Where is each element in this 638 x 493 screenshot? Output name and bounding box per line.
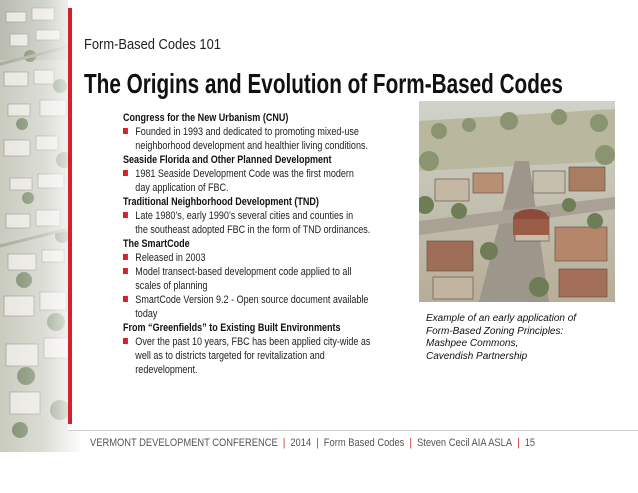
image-caption: Example of an early application of Form-Based Zoning Principles: Mashpee Commons, Cavendish Partnership [426,313,577,362]
bullet-square-icon [123,338,128,344]
slide-title: The Origins and Evolution of Form-Based Codes [84,68,563,99]
footer-conference: VERMONT DEVELOPMENT CONFERENCE [90,437,278,449]
section-heading-tnd: Traditional Neighborhood Development (TND) [123,196,319,208]
bullet-square-icon [123,170,128,176]
bullet-item: Released in 2003 [123,251,406,265]
bullet-item: Founded in 1993 and dedicated to promoting mixed-use neighborhood development and healthier living conditions. [123,125,406,153]
content-body [123,111,377,377]
slide-subtitle: Form-Based Codes 101 [84,36,221,53]
content-list [123,111,433,377]
section-heading-greenfields: From “Greenfields” to Existing Built Environments [123,322,341,334]
footer-topic: Form Based Codes [323,437,405,449]
bullet-square-icon [123,212,128,218]
slide-footer: VERMONT DEVELOPMENT CONFERENCE | 2014 | Form Based Codes | Steven Cecil AIA ASLA | 15 [90,437,536,449]
section-heading-cnu: Congress for the New Urbanism (CNU) [123,112,289,124]
footer-presenter: Steven Cecil AIA ASLA [416,437,513,449]
section-heading-smartcode: The SmartCode [123,238,190,250]
mashpee-commons-aerial-image [419,101,615,302]
bullet-item: 1981 Seaside Development Code was the first modern day application of FBC. [123,167,406,195]
footer-divider [68,430,638,431]
bullet-item: Model transect-based development code applied to all scales of planning [123,265,406,293]
bullet-square-icon [123,296,128,302]
bullet-item: SmartCode Version 9.2 - Open source document available today [123,293,406,321]
bullet-square-icon [123,268,128,274]
footer-year: 2014 [290,437,312,449]
bullet-item: Late 1980’s, early 1990’s several cities and counties in the southeast adopted FBC in the form of TND ordinances. [123,209,406,237]
bullet-square-icon [123,254,128,260]
bullet-item: Over the past 10 years, FBC has been applied city-wide as well as to districts targeted for revitalization and redevelopment. [123,335,406,377]
bullet-square-icon [123,128,128,134]
accent-bar [68,8,72,424]
section-heading-seaside: Seaside Florida and Other Planned Development [123,154,332,166]
footer-page-number: 15 [524,437,536,449]
